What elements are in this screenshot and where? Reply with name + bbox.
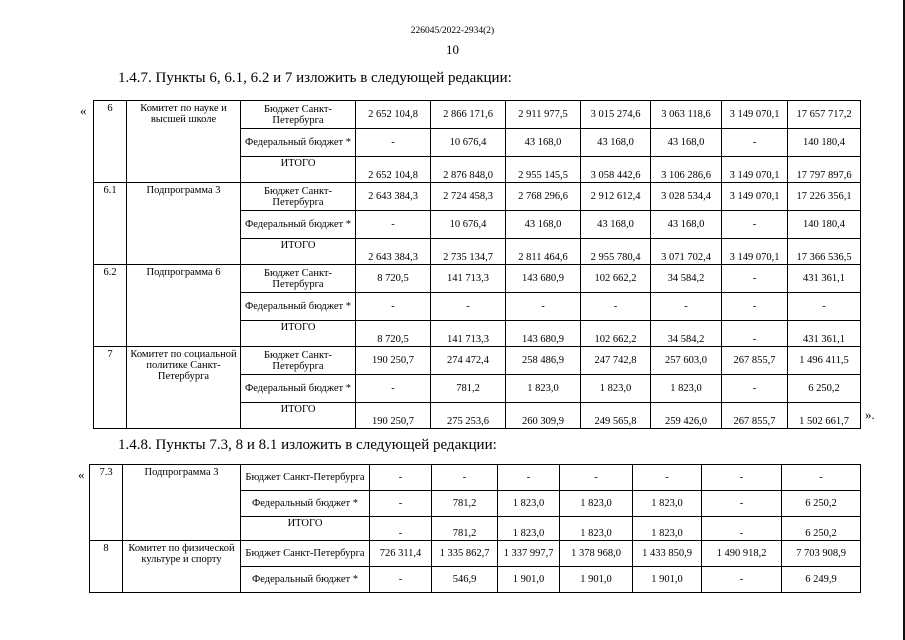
value-cell: 2 652 104,8: [356, 101, 431, 129]
funding-source: Бюджет Санкт-Петербурга: [241, 265, 356, 293]
value-cell: -: [356, 211, 431, 239]
value-cell: 43 168,0: [581, 129, 651, 157]
value-cell: -: [356, 129, 431, 157]
value-cell: 2 735 134,7: [431, 239, 506, 265]
funding-source: Федеральный бюджет *: [241, 293, 356, 321]
value-cell: -: [370, 517, 432, 541]
value-cell: 249 565,8: [581, 403, 651, 429]
value-cell: 10 676,4: [431, 211, 506, 239]
value-cell: 1 901,0: [560, 567, 633, 593]
value-cell: 1 823,0: [633, 491, 702, 517]
table-row: [94, 183, 861, 211]
value-cell: -: [356, 375, 431, 403]
section-heading-1-4-8: 1.4.8. Пункты 7.3, 8 и 8.1 изложить в следующей редакции:: [118, 437, 497, 453]
funding-source: Бюджет Санкт-Петербурга: [241, 465, 370, 491]
value-cell: 2 955 780,4: [581, 239, 651, 265]
value-cell: 1 901,0: [498, 567, 560, 593]
value-cell: 257 603,0: [651, 347, 722, 375]
value-cell: 43 168,0: [506, 129, 581, 157]
value-cell: 3 149 070,1: [722, 183, 788, 211]
value-cell: 1 337 997,7: [498, 541, 560, 567]
funding-source: ИТОГО: [241, 239, 356, 265]
value-cell: 2 811 464,6: [506, 239, 581, 265]
value-cell: 3 149 070,1: [722, 101, 788, 129]
item-name: Подпрограмма 3: [127, 183, 241, 265]
value-cell: 190 250,7: [356, 403, 431, 429]
item-name: Комитет по науке и высшей школе: [127, 101, 241, 183]
value-cell: 3 106 286,6: [651, 157, 722, 183]
document-id: 226045/2022-2934(2): [410, 26, 495, 36]
value-cell: 143 680,9: [506, 321, 581, 347]
value-cell: 2 911 977,5: [506, 101, 581, 129]
funding-source: Федеральный бюджет *: [241, 491, 370, 517]
value-cell: 726 311,4: [370, 541, 432, 567]
funding-source: Федеральный бюджет *: [241, 567, 370, 593]
close-quote: ».: [865, 407, 875, 422]
value-cell: 267 855,7: [722, 347, 788, 375]
value-cell: 3 149 070,1: [722, 157, 788, 183]
value-cell: 2 955 145,5: [506, 157, 581, 183]
value-cell: 140 180,4: [788, 129, 861, 157]
value-cell: 3 149 070,1: [722, 239, 788, 265]
value-cell: 431 361,1: [788, 321, 861, 347]
value-cell: 781,2: [432, 491, 498, 517]
value-cell: -: [782, 465, 861, 491]
value-cell: 6 249,9: [782, 567, 861, 593]
value-cell: 34 584,2: [651, 265, 722, 293]
value-cell: 143 680,9: [506, 265, 581, 293]
value-cell: 3 071 702,4: [651, 239, 722, 265]
item-number: 6: [94, 101, 127, 183]
item-number: 7: [94, 347, 127, 429]
table-row: [94, 265, 861, 293]
table-row: [94, 101, 861, 129]
open-quote-2: «: [78, 467, 85, 482]
value-cell: 43 168,0: [581, 211, 651, 239]
value-cell: -: [651, 293, 722, 321]
value-cell: -: [722, 129, 788, 157]
value-cell: 141 713,3: [431, 321, 506, 347]
value-cell: -: [370, 491, 432, 517]
value-cell: 3 015 274,6: [581, 101, 651, 129]
page-number: 10: [446, 42, 459, 57]
value-cell: -: [356, 293, 431, 321]
value-cell: 1 433 850,9: [633, 541, 702, 567]
value-cell: 190 250,7: [356, 347, 431, 375]
funding-source: Бюджет Санкт-Петербурга: [241, 101, 356, 129]
section-heading-1-4-7: 1.4.7. Пункты 6, 6.1, 6.2 и 7 изложить в следующей редакции:: [118, 70, 512, 86]
value-cell: 267 855,7: [722, 403, 788, 429]
value-cell: 43 168,0: [506, 211, 581, 239]
value-cell: 3 063 118,6: [651, 101, 722, 129]
value-cell: 17 657 717,2: [788, 101, 861, 129]
value-cell: 6 250,2: [782, 491, 861, 517]
value-cell: -: [722, 375, 788, 403]
value-cell: 1 496 411,5: [788, 347, 861, 375]
value-cell: 1 823,0: [498, 491, 560, 517]
value-cell: -: [722, 211, 788, 239]
item-name: Подпрограмма 3: [123, 465, 241, 541]
item-name: Комитет по физической культуре и спорту: [123, 541, 241, 593]
value-cell: 2 643 384,3: [356, 239, 431, 265]
item-name: Подпрограмма 6: [127, 265, 241, 347]
value-cell: 102 662,2: [581, 265, 651, 293]
funding-source: Бюджет Санкт-Петербурга: [241, 183, 356, 211]
value-cell: 274 472,4: [431, 347, 506, 375]
funding-source: ИТОГО: [241, 157, 356, 183]
value-cell: 2 643 384,3: [356, 183, 431, 211]
value-cell: 6 250,2: [788, 375, 861, 403]
value-cell: -: [370, 567, 432, 593]
funding-source: ИТОГО: [241, 517, 370, 541]
value-cell: 34 584,2: [651, 321, 722, 347]
value-cell: 247 742,8: [581, 347, 651, 375]
value-cell: 1 502 661,7: [788, 403, 861, 429]
value-cell: 258 486,9: [506, 347, 581, 375]
value-cell: 17 366 536,5: [788, 239, 861, 265]
table-row: [90, 465, 861, 491]
value-cell: 1 823,0: [560, 517, 633, 541]
value-cell: -: [722, 293, 788, 321]
value-cell: 2 724 458,3: [431, 183, 506, 211]
value-cell: 1 901,0: [633, 567, 702, 593]
value-cell: 1 490 918,2: [702, 541, 782, 567]
funding-source: Бюджет Санкт-Петербурга: [241, 347, 356, 375]
value-cell: 8 720,5: [356, 321, 431, 347]
value-cell: 1 823,0: [498, 517, 560, 541]
value-cell: -: [702, 465, 782, 491]
value-cell: 431 361,1: [788, 265, 861, 293]
value-cell: 43 168,0: [651, 211, 722, 239]
value-cell: 260 309,9: [506, 403, 581, 429]
table-row: [90, 541, 861, 567]
item-number: 6.2: [94, 265, 127, 347]
open-quote: «: [80, 103, 87, 118]
value-cell: -: [788, 293, 861, 321]
value-cell: 2 768 296,6: [506, 183, 581, 211]
value-cell: 3 058 442,6: [581, 157, 651, 183]
value-cell: 2 912 612,4: [581, 183, 651, 211]
value-cell: 275 253,6: [431, 403, 506, 429]
value-cell: -: [722, 321, 788, 347]
value-cell: 8 720,5: [356, 265, 431, 293]
value-cell: -: [702, 491, 782, 517]
value-cell: 1 823,0: [633, 517, 702, 541]
value-cell: 7 703 908,9: [782, 541, 861, 567]
value-cell: 43 168,0: [651, 129, 722, 157]
value-cell: -: [702, 517, 782, 541]
value-cell: 546,9: [432, 567, 498, 593]
value-cell: 3 028 534,4: [651, 183, 722, 211]
funding-source: ИТОГО: [241, 403, 356, 429]
value-cell: 1 378 968,0: [560, 541, 633, 567]
value-cell: 17 226 356,1: [788, 183, 861, 211]
value-cell: -: [432, 465, 498, 491]
funding-source: Федеральный бюджет *: [241, 211, 356, 239]
item-number: 6.1: [94, 183, 127, 265]
value-cell: 17 797 897,6: [788, 157, 861, 183]
value-cell: 2 652 104,8: [356, 157, 431, 183]
value-cell: -: [370, 465, 432, 491]
value-cell: 102 662,2: [581, 321, 651, 347]
value-cell: -: [722, 265, 788, 293]
value-cell: 2 866 171,6: [431, 101, 506, 129]
funding-source: Бюджет Санкт-Петербурга: [241, 541, 370, 567]
value-cell: 1 823,0: [506, 375, 581, 403]
value-cell: 781,2: [431, 375, 506, 403]
value-cell: -: [581, 293, 651, 321]
value-cell: 259 426,0: [651, 403, 722, 429]
value-cell: -: [560, 465, 633, 491]
item-name: Комитет по социальной политике Санкт-Петербурга: [127, 347, 241, 429]
value-cell: 140 180,4: [788, 211, 861, 239]
value-cell: 1 823,0: [560, 491, 633, 517]
value-cell: -: [506, 293, 581, 321]
value-cell: 1 823,0: [581, 375, 651, 403]
value-cell: -: [633, 465, 702, 491]
funding-source: Федеральный бюджет *: [241, 129, 356, 157]
funding-source: Федеральный бюджет *: [241, 375, 356, 403]
value-cell: 141 713,3: [431, 265, 506, 293]
funding-source: ИТОГО: [241, 321, 356, 347]
value-cell: -: [498, 465, 560, 491]
value-cell: -: [702, 567, 782, 593]
value-cell: -: [431, 293, 506, 321]
budget-table-1: [93, 100, 861, 429]
table-row: [94, 347, 861, 375]
value-cell: 781,2: [432, 517, 498, 541]
value-cell: 2 876 848,0: [431, 157, 506, 183]
budget-table-2: [89, 464, 861, 593]
value-cell: 1 335 862,7: [432, 541, 498, 567]
value-cell: 1 823,0: [651, 375, 722, 403]
item-number: 7.3: [90, 465, 123, 541]
item-number: 8: [90, 541, 123, 593]
value-cell: 10 676,4: [431, 129, 506, 157]
value-cell: 6 250,2: [782, 517, 861, 541]
